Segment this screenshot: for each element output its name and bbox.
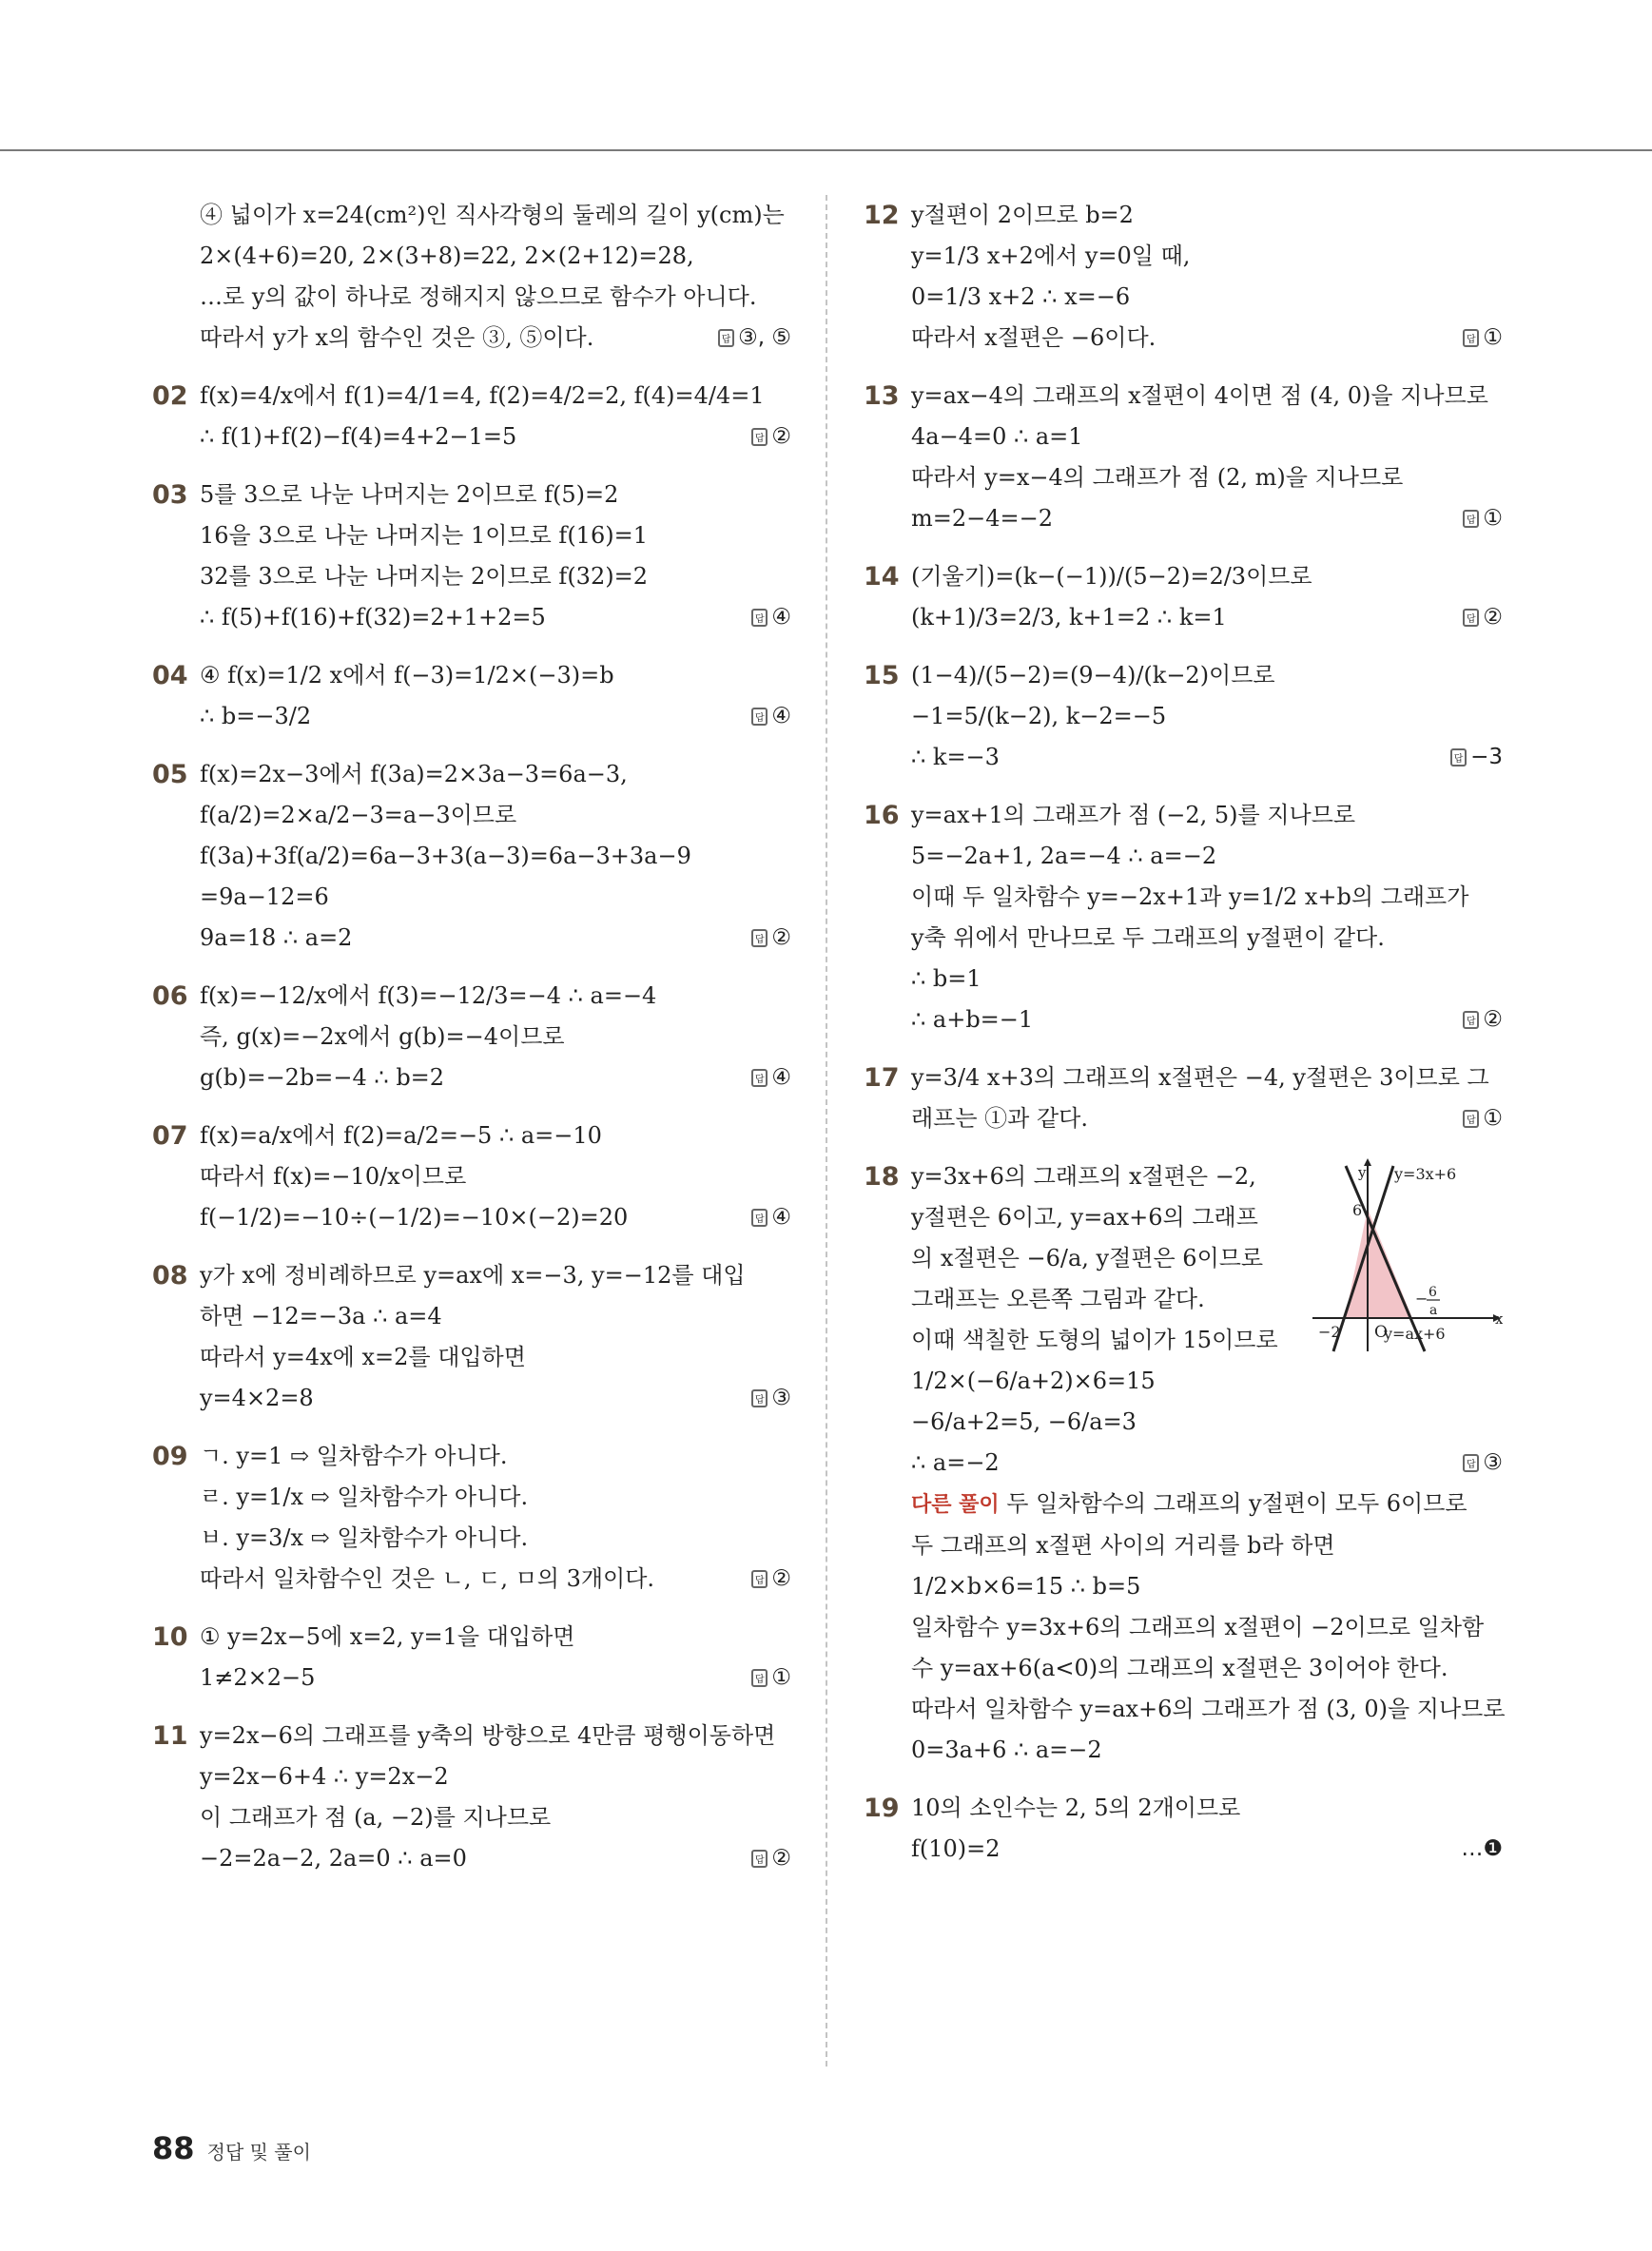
solution-text: ∴ a=−2: [911, 1449, 1000, 1476]
solution-text: ∴ a+b=−1: [911, 1006, 1034, 1033]
answer-value: ②: [771, 925, 791, 950]
solution-text: 이때 색칠한 도형의 넓이가 15이므로: [911, 1327, 1278, 1353]
solution-line: [911, 737, 1503, 778]
solution-text: (기울기)=(k−(−1))/(5−2)=2/3이므로: [911, 563, 1312, 590]
solution-line: [200, 1838, 791, 1879]
problem-03: [152, 475, 791, 638]
answer: [751, 597, 791, 638]
solution-text: 9a=18 ∴ a=2: [200, 924, 353, 951]
solution-line: [200, 1716, 791, 1756]
problem-number: 06: [152, 981, 188, 1011]
solution-line: [911, 1058, 1503, 1098]
solution-text: ① y=2x−5에 x=2, y=1을 대입하면: [200, 1623, 575, 1650]
answer: [1463, 318, 1503, 359]
solution-line: [911, 655, 1503, 696]
answer-value: ③: [771, 1386, 791, 1410]
solution-text: y=3x+6의 그래프의 x절편은 −2,: [911, 1163, 1256, 1190]
answer-value: ④: [771, 704, 791, 728]
answer: [718, 318, 791, 359]
solution-text: 16을 3으로 나눈 나머지는 1이므로 f(16)=1: [200, 522, 648, 549]
solution-line: [911, 1648, 1503, 1689]
y-intercept-label: 6: [1352, 1201, 1363, 1219]
solution-line: [911, 1566, 1503, 1607]
answer-box-icon: 답: [751, 428, 768, 446]
solution-line: [200, 1518, 791, 1559]
solution-text: ∴ f(5)+f(16)+f(32)=2+1+2=5: [200, 604, 546, 631]
problem-number: 14: [864, 562, 900, 592]
solution-text: 따라서 일차함수인 것은 ㄴ, ㄷ, ㅁ의 3개이다.: [200, 1565, 655, 1592]
solution-line: [911, 1525, 1503, 1566]
solution-text: f(x)=−12/x에서 f(3)=−12/3=−4 ∴ a=−4: [200, 982, 657, 1009]
solution-text: y=ax+1의 그래프가 점 (−2, 5)를 지나므로: [911, 802, 1356, 828]
answer-box-icon: 답: [751, 1069, 768, 1087]
problem-cont: [152, 195, 791, 359]
answer-value: ①: [1483, 1106, 1503, 1131]
solution-text: y절편은 6이고, y=ax+6의 그래프: [911, 1204, 1258, 1231]
solution-line: [200, 754, 791, 795]
problem-number: 13: [864, 381, 900, 411]
solution-line: [911, 417, 1503, 457]
solution-text: 따라서 y=4x에 x=2를 대입하면: [200, 1344, 526, 1370]
solution-text: =9a−12=6: [200, 883, 329, 910]
solution-text: 즉, g(x)=−2x에서 g(b)=−4이므로: [200, 1023, 565, 1050]
answer-box-icon: 답: [751, 1850, 768, 1868]
x-intercept2-den: a: [1429, 1303, 1438, 1318]
page-footer: [152, 2130, 311, 2166]
answer-value: ②: [1483, 1007, 1503, 1032]
answer: [1450, 737, 1503, 778]
answer-box-icon: 답: [751, 708, 768, 726]
left-column: [152, 195, 791, 1896]
solution-text: 0=1/3 x+2 ∴ x=−6: [911, 283, 1131, 310]
solution-text: ∴ f(1)+f(2)−f(4)=4+2−1=5: [200, 423, 517, 450]
answer: [751, 1197, 791, 1238]
problem-11: [152, 1716, 791, 1879]
solution-line: [911, 877, 1503, 918]
answer-box-icon: 답: [1463, 510, 1479, 528]
answer: [751, 918, 791, 959]
solution-line: [911, 1689, 1506, 1730]
answer-value: ①: [1483, 506, 1503, 531]
problem-number: 10: [152, 1622, 188, 1652]
solution-line: [200, 1017, 791, 1058]
answer-box-icon: 답: [751, 929, 768, 947]
answer: [751, 696, 791, 737]
solution-line: [200, 836, 791, 877]
solution-text: y=ax−4의 그래프의 x절편이 4이면 점 (4, 0)을 지나므로: [911, 382, 1488, 409]
solution-text: 32를 3으로 나눈 나머지는 2이므로 f(32)=2: [200, 563, 648, 590]
problem-number: 09: [152, 1442, 188, 1471]
answer: [1463, 1098, 1503, 1139]
solution-line: [200, 1436, 791, 1477]
answer-box-icon: 답: [751, 1669, 768, 1687]
answer: [751, 1658, 791, 1698]
solution-line: [911, 597, 1503, 638]
solution-text: 따라서 x절편은 −6이다.: [911, 324, 1156, 351]
problem-19: [864, 1788, 1503, 1870]
answer-box-icon: 답: [1463, 1110, 1479, 1128]
solution-line: [200, 795, 791, 836]
problem-08: [152, 1255, 791, 1419]
problem-02: [152, 376, 791, 457]
answer-value: ①: [771, 1665, 791, 1690]
solution-line: [911, 376, 1503, 417]
solution-text: 0=3a+6 ∴ a=−2: [911, 1737, 1102, 1763]
solution-text: y=2x−6+4 ∴ y=2x−2: [200, 1763, 449, 1790]
problem-number: 18: [864, 1162, 900, 1192]
problem-07: [152, 1116, 791, 1238]
answer-value: ②: [1483, 605, 1503, 630]
solution-line: [911, 457, 1503, 498]
problem-number: 04: [152, 661, 188, 690]
answer-box-icon: 답: [751, 609, 768, 627]
solution-text: m=2−4=−2: [911, 505, 1054, 532]
answer: [751, 1058, 791, 1098]
origin-label: O: [1374, 1323, 1388, 1342]
right-column: [864, 195, 1506, 1887]
solution-line: [911, 1443, 1503, 1484]
solution-line: [200, 597, 791, 638]
solution-line: [911, 836, 1503, 877]
answer-value: −3: [1470, 745, 1503, 769]
solution-line: [911, 1402, 1503, 1443]
answer-value: ③: [1483, 1450, 1503, 1475]
solution-text: ∴ b=1: [911, 965, 981, 992]
y-axis-label: y: [1358, 1164, 1367, 1181]
solution-line: [911, 498, 1503, 539]
solution-line: [911, 1361, 1503, 1402]
solution-line: [200, 1477, 791, 1518]
answer-box-icon: 답: [1463, 609, 1479, 627]
solution-line: [200, 1797, 791, 1838]
problem-10: [152, 1617, 791, 1698]
solution-text: g(b)=−2b=−4 ∴ b=2: [200, 1064, 445, 1091]
solution-text: 따라서 f(x)=−10/x이므로: [200, 1163, 467, 1190]
solution-text: (1−4)/(5−2)=(9−4)/(k−2)이므로: [911, 662, 1275, 689]
solution-text: 5=−2a+1, 2a=−4 ∴ a=−2: [911, 843, 1217, 869]
problem-04: [152, 655, 791, 737]
solution-line: [911, 277, 1503, 318]
answer: [1463, 498, 1503, 539]
solution-text: 1≠2×2−5: [200, 1664, 316, 1691]
solution-text: y가 x에 정비례하므로 y=ax에 x=−3, y=−12를 대입: [200, 1262, 746, 1289]
answer-box-icon: 답: [751, 1389, 768, 1407]
solution-text: 5를 3으로 나눈 나머지는 2이므로 f(5)=2: [200, 481, 619, 508]
solution-line: [200, 1296, 791, 1337]
solution-text: −6/a+2=5, −6/a=3: [911, 1408, 1137, 1435]
answer-box-icon: 답: [718, 329, 734, 347]
problem-number: 19: [864, 1794, 900, 1823]
solution-line: [200, 1337, 791, 1378]
solution-text: 10의 소인수는 2, 5의 2개이므로: [911, 1795, 1241, 1821]
solution-line: [200, 318, 791, 359]
solution-line: [911, 999, 1503, 1040]
answer-value: …❶: [1461, 1836, 1503, 1861]
solution-line: [200, 417, 791, 457]
solution-text: f(x)=a/x에서 f(2)=a/2=−5 ∴ a=−10: [200, 1122, 602, 1149]
solution-line: [200, 918, 791, 959]
solution-line: [911, 1788, 1503, 1829]
problem-number: 12: [864, 201, 900, 230]
solution-text: ∴ b=−3/2: [200, 703, 312, 729]
solution-text: (k+1)/3=2/3, k+1=2 ∴ k=1: [911, 604, 1227, 631]
problem-09: [152, 1436, 791, 1600]
solution-text: 하면 −12=−3a ∴ a=4: [200, 1303, 442, 1329]
solution-line: [200, 475, 791, 515]
solution-line: [911, 1484, 1503, 1525]
problem-12: [864, 195, 1503, 359]
answer: [1463, 999, 1503, 1040]
linear-graph-figure: [1303, 1156, 1503, 1356]
solution-text: 일차함수 y=3x+6의 그래프의 x절편이 −2이므로 일차함: [911, 1614, 1485, 1640]
column-divider: [826, 195, 827, 2067]
answer-value: ④: [771, 1065, 791, 1090]
solution-text: f(x)=2x−3에서 f(3a)=2×3a−3=6a−3,: [200, 761, 628, 787]
problem-number: 07: [152, 1121, 188, 1151]
solution-text: 수 y=ax+6(a<0)의 그래프의 x절편은 3이어야 한다.: [911, 1655, 1448, 1681]
answer-box-icon: 답: [751, 1209, 768, 1227]
solution-text: 래프는 ①과 같다.: [911, 1105, 1088, 1132]
problem-05: [152, 754, 791, 959]
solution-line: [911, 318, 1503, 359]
solution-line: [200, 277, 791, 318]
problem-number: 17: [864, 1063, 900, 1093]
answer-value: ②: [771, 1846, 791, 1871]
problem-number: 02: [152, 381, 188, 411]
solution-line: [911, 696, 1503, 737]
answer-value: ④: [771, 605, 791, 630]
solution-line: [200, 696, 791, 737]
problem-number: 05: [152, 760, 188, 789]
problem-number: 16: [864, 801, 900, 830]
solution-line: [911, 1730, 1503, 1771]
solution-text: 따라서 y=x−4의 그래프가 점 (2, m)을 지나므로: [911, 464, 1404, 491]
problem-number: 03: [152, 480, 188, 510]
solution-text: 의 x절편은 −6/a, y절편은 6이므로: [911, 1245, 1264, 1271]
solution-text: y=4×2=8: [200, 1385, 314, 1411]
x-intercept1-label: −2: [1318, 1323, 1341, 1341]
answer: [1463, 1443, 1503, 1484]
solution-text: f(−1/2)=−10÷(−1/2)=−10×(−2)=20: [200, 1204, 629, 1231]
answer: [751, 1378, 791, 1419]
solution-text: y축 위에서 만나므로 두 그래프의 y절편이 같다.: [911, 924, 1385, 951]
page-number: 88: [152, 2130, 195, 2166]
solution-text: −2=2a−2, 2a=0 ∴ a=0: [200, 1845, 467, 1872]
answer: [751, 417, 791, 457]
solution-line: [911, 195, 1503, 236]
solution-text: ㅂ. y=3/x ⇨ 일차함수가 아니다.: [200, 1524, 529, 1551]
solution-text: f(x)=4/x에서 f(1)=4/1=4, f(2)=4/2=2, f(4)=4/4=1: [200, 382, 765, 409]
header-rule: [0, 149, 1652, 151]
answer-box-icon: 답: [1463, 1454, 1479, 1472]
solution-text: f(3a)+3f(a/2)=6a−3+3(a−3)=6a−3+3a−9: [200, 843, 691, 869]
solution-text: 따라서 y가 x의 함수인 것은 ③, ⑤이다.: [200, 324, 594, 351]
problem-18: [864, 1156, 1506, 1771]
solution-text: ④ 넓이가 x=24(cm²)인 직사각형의 둘레의 길이 y(cm)는: [200, 202, 785, 228]
problem-number: 08: [152, 1261, 188, 1290]
problem-16: [864, 795, 1503, 1040]
solution-line: [200, 1378, 791, 1419]
line2-label: y=ax+6: [1384, 1325, 1446, 1343]
solution-text: 두 일차함수의 그래프의 y절편이 모두 6이므로: [999, 1490, 1467, 1517]
x-intercept2-num: 6: [1428, 1285, 1437, 1300]
solution-text: 이때 두 일차함수 y=−2x+1과 y=1/2 x+b의 그래프가: [911, 883, 1469, 910]
solution-text: ∴ k=−3: [911, 744, 1000, 770]
solution-line: [200, 1197, 791, 1238]
solution-text: ㄹ. y=1/x ⇨ 일차함수가 아니다.: [200, 1484, 529, 1510]
solution-line: [200, 1559, 791, 1600]
answer-box-icon: 답: [1463, 1011, 1479, 1029]
solution-text: 이 그래프가 점 (a, −2)를 지나므로: [200, 1804, 552, 1831]
solution-line: [200, 976, 791, 1017]
answer-value: ②: [771, 1566, 791, 1591]
solution-line: [200, 1658, 791, 1698]
solution-text: …로 y의 값이 하나로 정해지지 않으므로 함수가 아니다.: [200, 283, 757, 310]
solution-text: y절편이 2이므로 b=2: [911, 202, 1134, 228]
solution-line: [200, 655, 791, 696]
x-intercept2-sign: −: [1415, 1290, 1428, 1308]
solution-line: [200, 376, 791, 417]
answer-box-icon: 답: [1450, 748, 1467, 767]
other-solution-label: 다른 풀이: [911, 1493, 1000, 1517]
answer-box-icon: 답: [751, 1570, 768, 1588]
footer-title: 정답 및 풀이: [206, 2141, 311, 2164]
solution-text: ④ f(x)=1/2 x에서 f(−3)=1/2×(−3)=b: [200, 662, 614, 689]
answer: [751, 1838, 791, 1879]
answer: [751, 1559, 791, 1600]
problem-number: 15: [864, 661, 900, 690]
answer-box-icon: 답: [1463, 329, 1479, 347]
answer: [1461, 1829, 1503, 1870]
problem-13: [864, 376, 1503, 539]
solution-text: 1/2×b×6=15 ∴ b=5: [911, 1573, 1141, 1600]
solution-text: y=1/3 x+2에서 y=0일 때,: [911, 243, 1191, 269]
solution-text: f(10)=2: [911, 1835, 1001, 1862]
problem-06: [152, 976, 791, 1098]
solution-line: [200, 1058, 791, 1098]
problem-15: [864, 655, 1503, 778]
solution-line: [200, 556, 791, 597]
solution-line: [911, 1098, 1503, 1139]
line1-label: y=3x+6: [1394, 1165, 1457, 1183]
solution-line: [200, 195, 791, 236]
solution-line: [200, 1756, 791, 1797]
solution-text: 그래프는 오른쪽 그림과 같다.: [911, 1286, 1205, 1312]
solution-text: ㄱ. y=1 ⇨ 일차함수가 아니다.: [200, 1443, 508, 1469]
answer-value: ①: [1483, 325, 1503, 350]
solution-line: [200, 1255, 791, 1296]
solution-line: [911, 556, 1503, 597]
answer-value: ②: [771, 424, 791, 449]
answer-value: ③, ⑤: [738, 325, 791, 350]
solution-line: [911, 795, 1503, 836]
solution-line: [200, 1116, 791, 1156]
solution-line: [200, 1156, 791, 1197]
problem-number: 11: [152, 1721, 188, 1751]
solution-text: f(a/2)=2×a/2−3=a−3이므로: [200, 802, 517, 828]
answer-value: ④: [771, 1205, 791, 1230]
solution-text: −1=5/(k−2), k−2=−5: [911, 703, 1167, 729]
solution-text: y=2x−6의 그래프를 y축의 방향으로 4만큼 평행이동하면: [200, 1722, 776, 1749]
solution-line: [200, 236, 791, 277]
solution-text: 두 그래프의 x절편 사이의 거리를 b라 하면: [911, 1532, 1335, 1559]
solution-text: y=3/4 x+3의 그래프의 x절편은 −4, y절편은 3이므로 그: [911, 1064, 1489, 1091]
problem-14: [864, 556, 1503, 638]
answer: [1463, 597, 1503, 638]
solution-line: [911, 236, 1503, 277]
solution-text: 2×(4+6)=20, 2×(3+8)=22, 2×(2+12)=28,: [200, 243, 694, 269]
solution-line: [200, 515, 791, 556]
solution-text: 따라서 일차함수 y=ax+6의 그래프가 점 (3, 0)을 지나므로: [911, 1696, 1506, 1722]
solution-line: [911, 1607, 1503, 1648]
solution-line: [200, 1617, 791, 1658]
solution-line: [911, 1829, 1503, 1870]
solution-line: [911, 959, 1503, 999]
solution-line: [200, 877, 791, 918]
solution-text: 1/2×(−6/a+2)×6=15: [911, 1368, 1156, 1394]
solution-text: 4a−4=0 ∴ a=1: [911, 423, 1083, 450]
problem-17: [864, 1058, 1503, 1139]
solution-line: [911, 918, 1503, 959]
x-axis-label: x: [1495, 1310, 1503, 1328]
